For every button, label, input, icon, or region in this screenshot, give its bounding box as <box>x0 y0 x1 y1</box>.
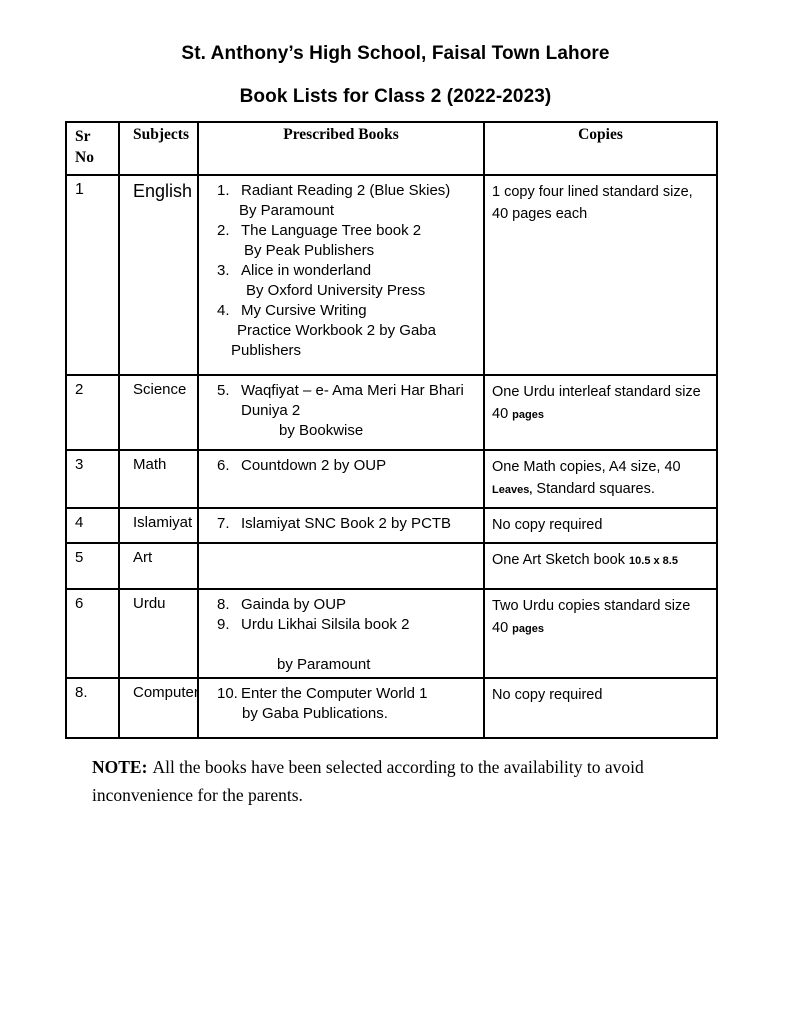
copies-cell <box>484 175 717 375</box>
book-item-number: 4. <box>217 302 230 319</box>
copies-text: One Art Sketch book <box>492 552 630 568</box>
book-item-number: 1. <box>217 182 230 199</box>
copies-cell <box>484 678 717 738</box>
book-line-spacer <box>199 635 479 655</box>
sr-no-cell: 5 <box>66 543 119 589</box>
table-row <box>66 508 717 543</box>
table-row <box>66 450 717 508</box>
col-header-sr-no <box>66 122 119 175</box>
copies-text: 1 copy four lined standard size, 40 pages each <box>492 184 693 222</box>
copies-text: No copy required <box>492 517 603 533</box>
book-item-title: Alice in wonderland <box>241 262 372 279</box>
subject-cell: Science <box>119 375 198 450</box>
book-item-number: 5. <box>217 382 230 399</box>
copies-cell <box>484 450 717 508</box>
book-item-number: 7. <box>217 515 230 532</box>
note-label: NOTE: <box>92 757 148 777</box>
copies-cell <box>484 508 717 543</box>
book-item-number: 6. <box>217 457 230 474</box>
table-body <box>66 175 717 738</box>
sr-no-cell: 1 <box>66 175 119 375</box>
subject-cell: Math <box>119 450 198 508</box>
book-item-title: Islamiyat SNC Book 2 by PCTB <box>241 515 452 532</box>
book-item <box>199 261 479 281</box>
book-item-continuation: by Paramount <box>277 656 371 673</box>
table-row <box>66 678 717 738</box>
book-item <box>199 181 479 201</box>
book-item-title: Urdu Likhai Silsila book 2 <box>241 616 410 633</box>
copies-text: 10.5 x 8.5 <box>629 555 678 567</box>
book-item <box>199 595 479 615</box>
sr-no-cell: 3 <box>66 450 119 508</box>
book-item-continuation: By Paramount <box>239 202 335 219</box>
book-item-number: 9. <box>217 616 230 633</box>
col-header-sr-line2: No <box>75 149 94 166</box>
subject-cell: English <box>119 175 198 375</box>
book-item-continuation: by Bookwise <box>279 422 364 439</box>
book-item-title: The Language Tree book 2 <box>241 222 422 239</box>
note-text: All the books have been selected according to the availability to avoid inconvenience for the parents. <box>92 757 644 805</box>
books-cell <box>198 678 484 738</box>
book-item <box>199 456 479 476</box>
sr-no-cell: 4 <box>66 508 119 543</box>
copies-text: pages <box>512 623 544 635</box>
sr-no-cell: 8. <box>66 678 119 738</box>
copies-cell <box>484 589 717 678</box>
subject-cell: Urdu <box>119 589 198 678</box>
school-title: St. Anthony’s High School, Faisal Town Lahore <box>181 43 610 64</box>
book-item-number: 10. <box>217 685 238 702</box>
copies-cell <box>484 375 717 450</box>
book-item-number: 8. <box>217 596 230 613</box>
book-list-table <box>65 121 718 739</box>
copies-text: pages <box>512 409 544 421</box>
table-header <box>66 122 717 175</box>
books-cell <box>198 375 484 450</box>
table-row <box>66 175 717 375</box>
col-header-subjects: Subjects <box>119 122 198 175</box>
copies-text: One Urdu interleaf standard size 40 <box>492 384 701 422</box>
book-item-continuation: by Gaba Publications. <box>242 705 388 722</box>
subject-cell: Islamiyat <box>119 508 198 543</box>
book-item <box>199 615 479 635</box>
books-cell <box>198 543 484 589</box>
book-item-title: Waqfiyat – e- Ama Meri Har Bhari <box>241 382 464 399</box>
book-item-title: Gainda by OUP <box>241 596 347 613</box>
book-item <box>199 514 479 534</box>
copies-text: One Math copies, A4 size, 40 <box>492 459 681 475</box>
book-item-continuation: By Peak Publishers <box>244 242 375 259</box>
copies-cell <box>484 543 717 589</box>
subject-cell: Computer <box>119 678 198 738</box>
col-header-prescribed-books: Prescribed Books <box>198 122 484 175</box>
sr-no-cell: 6 <box>66 589 119 678</box>
copies-text: No copy required <box>492 687 603 703</box>
book-item-title: Countdown 2 by OUP <box>241 457 387 474</box>
book-item-title: Radiant Reading 2 (Blue Skies) <box>241 182 451 199</box>
books-cell <box>198 589 484 678</box>
copies-text: Standard squares. <box>532 481 655 497</box>
table-row <box>66 543 717 589</box>
subject-cell: Art <box>119 543 198 589</box>
book-item <box>199 684 479 704</box>
book-item-continuation: Publishers <box>231 342 302 359</box>
books-cell <box>198 450 484 508</box>
sr-no-cell: 2 <box>66 375 119 450</box>
header-row <box>66 122 717 175</box>
note <box>92 753 692 809</box>
book-item-title: My Cursive Writing <box>241 302 367 319</box>
copies-text: Leaves, <box>492 484 533 496</box>
book-item <box>199 301 479 321</box>
copies-text: Two Urdu copies standard size 40 <box>492 598 691 636</box>
book-item-continuation: By Oxford University Press <box>246 282 426 299</box>
book-item-number: 3. <box>217 262 230 279</box>
book-item-number: 2. <box>217 222 230 239</box>
col-header-copies: Copies <box>484 122 717 175</box>
books-cell <box>198 508 484 543</box>
booklist-title: Book Lists for Class 2 (2022-2023) <box>239 86 552 107</box>
book-item-continuation: Duniya 2 <box>241 402 301 419</box>
col-header-sr-line1: Sr <box>75 128 91 145</box>
table-row <box>66 375 717 450</box>
books-cell <box>198 175 484 375</box>
book-item-title: Enter the Computer World 1 <box>241 685 428 702</box>
book-item <box>199 221 479 241</box>
book-item <box>199 381 479 401</box>
book-item-continuation: Practice Workbook 2 by Gaba <box>237 322 436 339</box>
table-row <box>66 589 717 678</box>
